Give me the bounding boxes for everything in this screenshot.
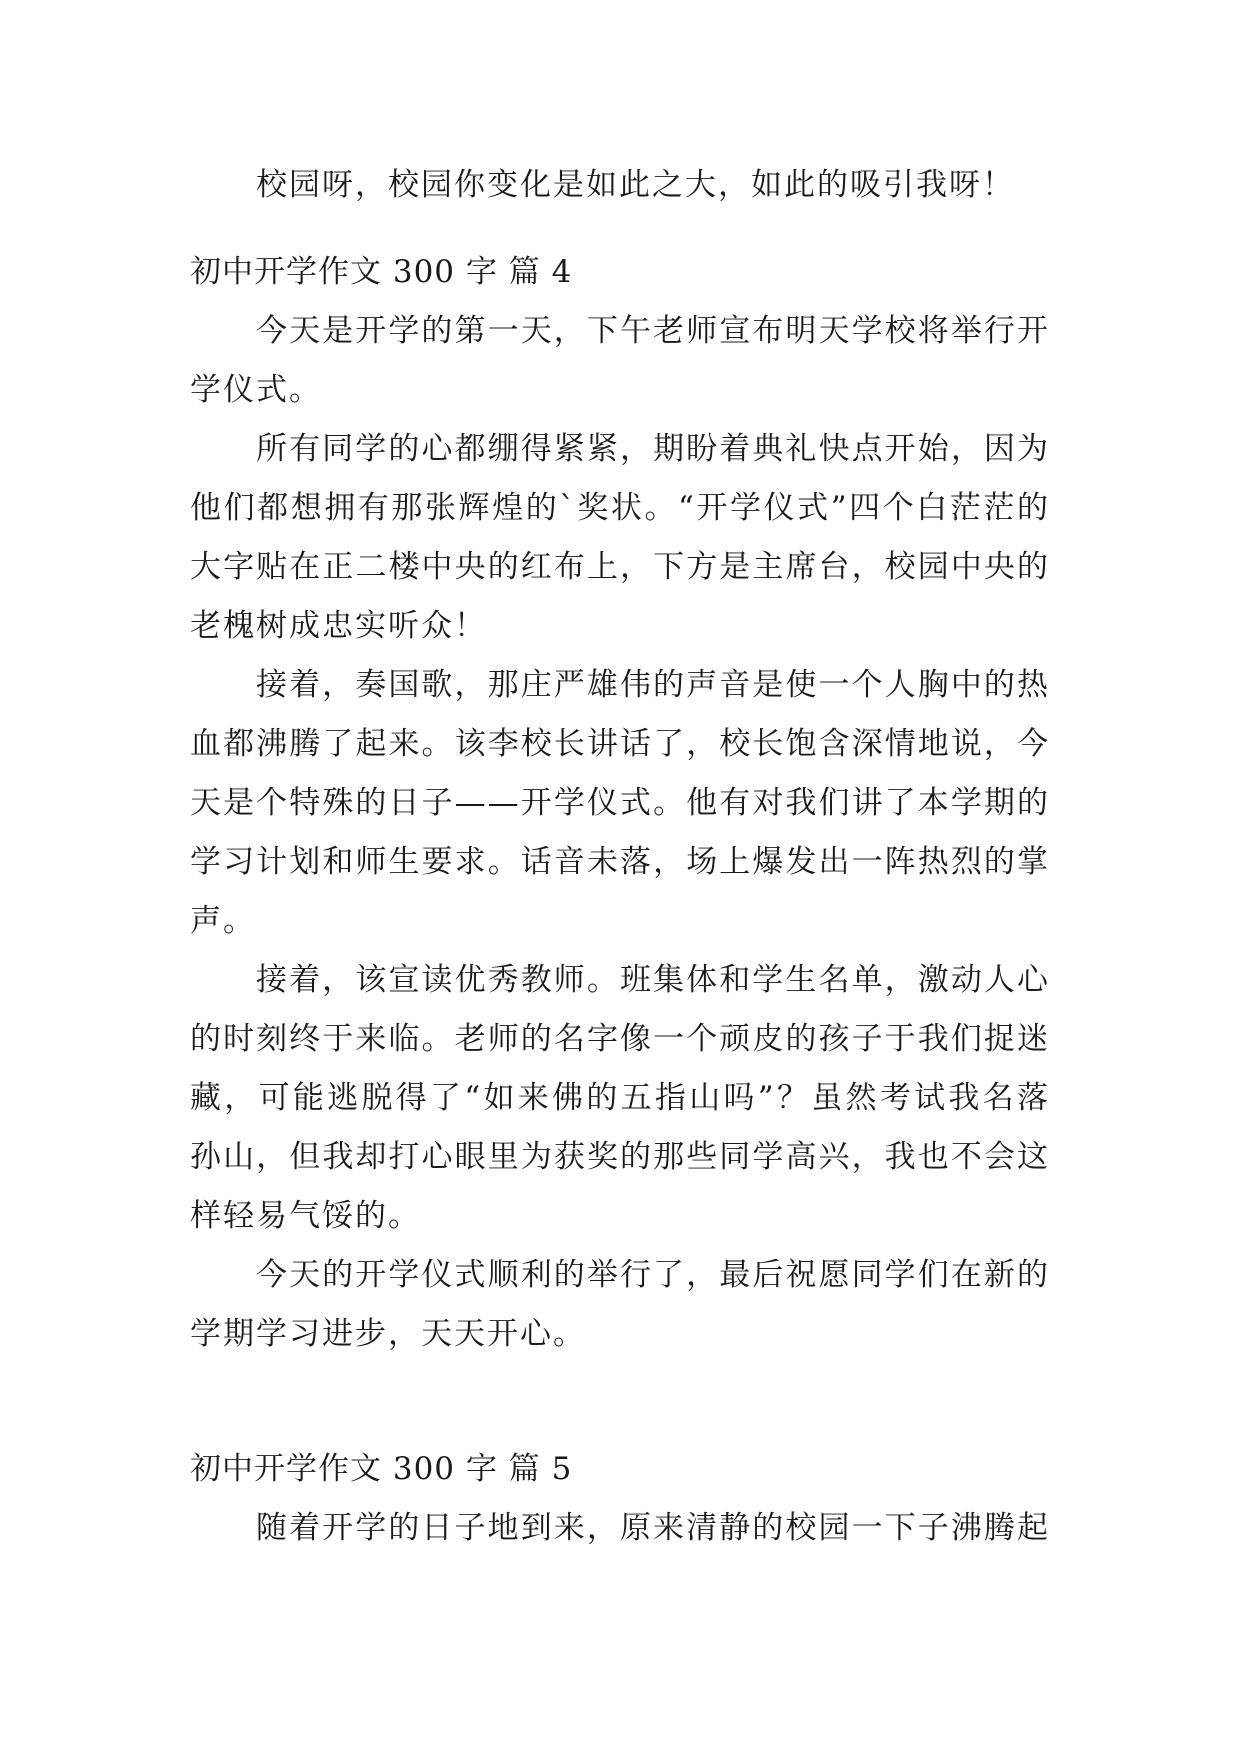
paragraph-line: 的时刻终于来临。老师的名字像一个顽皮的孩子于我们捉迷 — [190, 1021, 1050, 1057]
paragraph-line: 大字贴在正二楼中央的红布上，下方是主席台，校园中央的 — [190, 549, 1050, 585]
paragraph-line: 藏，可能逃脱得了“如来佛的五指山吗”？虽然考试我名落 — [190, 1080, 1050, 1116]
paragraph-line: 天是个特殊的日子——开学仪式。他有对我们讲了本学期的 — [190, 785, 1050, 821]
section-heading-4: 初中开学作文 300 字 篇 4 — [190, 254, 573, 290]
paragraph-line: 随着开学的日子地到来，原来清静的校园一下子沸腾起 — [256, 1510, 1050, 1546]
paragraph-line: 血都沸腾了起来。该李校长讲话了，校长饱含深情地说，今 — [190, 726, 1050, 762]
paragraph-line: 接着，该宣读优秀教师。班集体和学生名单，激动人心 — [256, 962, 1050, 998]
paragraph-line: 学期学习进步，天天开心。 — [190, 1316, 586, 1352]
paragraph-line: 声。 — [190, 903, 256, 939]
closing-line: 校园呀，校园你变化是如此之大，如此的吸引我呀！ — [256, 167, 1015, 203]
paragraph-line: 孙山，但我却打心眼里为获奖的那些同学高兴，我也不会这 — [190, 1139, 1050, 1175]
paragraph-line: 接着，奏国歌，那庄严雄伟的声音是使一个人胸中的热 — [256, 667, 1050, 703]
paragraph-line: 所有同学的心都绷得紧紧，期盼着典礼快点开始，因为 — [256, 431, 1050, 467]
paragraph-line: 今天的开学仪式顺利的举行了，最后祝愿同学们在新的 — [256, 1257, 1050, 1293]
paragraph-line: 样轻易气馁的。 — [190, 1198, 421, 1234]
paragraph-line: 学仪式。 — [190, 372, 322, 408]
paragraph-line: 今天是开学的第一天，下午老师宣布明天学校将举行开 — [256, 313, 1050, 349]
paragraph-line: 老槐树成忠实听众！ — [190, 608, 487, 644]
paragraph-line: 他们都想拥有那张辉煌的`奖状。“开学仪式”四个白茫茫的 — [190, 490, 1050, 526]
paragraph-line: 学习计划和师生要求。话音未落，场上爆发出一阵热烈的掌 — [190, 844, 1050, 880]
section-heading-5: 初中开学作文 300 字 篇 5 — [190, 1451, 573, 1487]
